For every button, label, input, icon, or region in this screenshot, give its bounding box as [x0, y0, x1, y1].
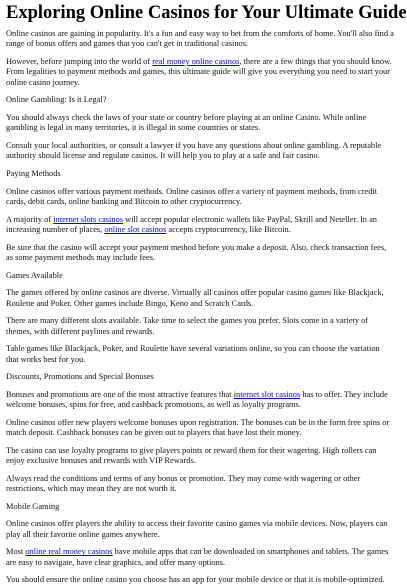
text-run: has to offer. They include welcome bonuses, spins for free, and cashback promotions, as well as loyalty programs.: [6, 389, 388, 410]
text-run: Be sure that the casino will accept your payment method before you make a deposit. Also, check transaction fees, as some payment methods may include fees.: [6, 242, 387, 262]
text-run: Online casinos offer new players welcome bonuses upon registration. The bonuses can be in the form free spins or match deposit. Cashback bonuses can be given out to players that have lost their money.: [6, 417, 390, 438]
text-run: Always read the conditions and terms of any bonus or promotion. They may come with wagering or other restrictions, which may mean they are not worth it.: [6, 473, 361, 494]
text-run: There are many different slots available. Take time to select the games you prefer. Slots come in a variety of themes, with different paylines and rewards.: [6, 316, 369, 336]
text-run: Table games like Blackjack, Poker, and Roulette have several variations online, so you can choose the variation that works best for you.: [6, 344, 380, 364]
text-run: Discounts, Promotions and Special Bonuses: [6, 372, 154, 382]
text-run: The games offered by online casinos are diverse. Virtually all casinos offer popular casino games like Blackjack, Roulette and Poker. Other games include Bingo, Keno and Scratch Cards.: [6, 288, 384, 308]
section-heading: [6, 169, 394, 179]
paragraph: [6, 474, 394, 495]
paragraph: [6, 316, 394, 337]
text-run: Online casinos are gaining in popularity. It's a fun and easy way to bet from the comforts of home. You'll also find a range of bonus offers and games that you can't get in traditional casinos.: [6, 29, 394, 49]
paragraph: [6, 141, 394, 162]
article-link[interactable]: internet slot casinos: [233, 389, 301, 399]
text-run: Most: [6, 547, 26, 557]
text-run: You should always check the laws of your state or country before playing at an online Casino. While online gambling is legal in many territories, it is illegal in some countries or states.: [6, 113, 367, 133]
paragraph: [6, 57, 394, 88]
article-body: [6, 29, 394, 586]
text-run: A majority of: [6, 214, 54, 224]
paragraph: [6, 187, 394, 208]
paragraph: [6, 113, 394, 134]
text-run: Online casinos offer players the ability to access their favorite casino games via mobile devices. Now, players can play all their favorite online games anywhere.: [6, 519, 388, 539]
paragraph: [6, 575, 394, 585]
paragraph: [6, 547, 394, 568]
text-run: Consult your local authorities, or consult a lawyer if you have any questions about online gambling. A reputable authority should license and regulate casinos. It will help you to play at a safe and fair casino.: [6, 141, 382, 161]
section-heading: [6, 502, 394, 512]
article-link[interactable]: internet slots casinos: [53, 214, 124, 224]
page-title: Exploring Online Casinos for Your Ultimate Guide: [6, 3, 407, 23]
text-run: Bonuses and promotions are one of the most attractive features that: [6, 389, 234, 399]
paragraph: [6, 446, 394, 467]
paragraph: [6, 29, 394, 50]
section-heading: [6, 271, 394, 281]
paragraph: [6, 215, 394, 236]
text-run: , there are a few things that you should know. From legalities to payment methods and games, this ultimate guide will give you everything you need to start your online casino journey.: [6, 57, 392, 87]
paragraph: [6, 243, 394, 264]
text-run: Online Gambling: Is it Legal?: [6, 95, 107, 105]
text-run: Online casinos offer various payment methods. Online casinos offer a variety of payment methods, from credit cards, debit cards, online banking and Bitcoin to other cryptocurrency.: [6, 186, 378, 206]
paragraph: [6, 344, 394, 365]
text-run: Paying Methods: [6, 169, 61, 178]
text-run: The casino can use loyalty programs to give players points or reward them for their wagering. High rollers can enjoy exclusive bonuses and rewards with VIP Rewards.: [6, 445, 377, 466]
text-run: will accept popular electronic wallets like PayPal, Skrill and Neteller. In an increasing number of places,: [6, 214, 377, 234]
paragraph: [6, 390, 394, 411]
section-heading: [6, 372, 394, 382]
article-link[interactable]: online slot casinos: [104, 225, 167, 234]
text-run: Mobile Gaming: [6, 501, 60, 511]
paragraph: [6, 519, 394, 540]
text-run: However, before jumping into the world of: [6, 57, 153, 66]
section-heading: [6, 95, 394, 105]
paragraph: [6, 288, 394, 309]
article-link[interactable]: real money online casinos: [152, 57, 240, 66]
text-run: You should ensure the online casino you choose has an app for your mobile device or that it is mobile-optimized.: [6, 575, 385, 585]
text-run: accepts cryptocurrency, like Bitcoin.: [166, 225, 291, 234]
text-run: have mobile apps that can be downloaded on smartphones and tablets. The games are easy to navigate, have clear graphics, and offer many options.: [6, 547, 389, 567]
text-run: Games Available: [6, 270, 63, 280]
paragraph: [6, 418, 394, 439]
article-link[interactable]: online real money casinos: [25, 547, 113, 557]
